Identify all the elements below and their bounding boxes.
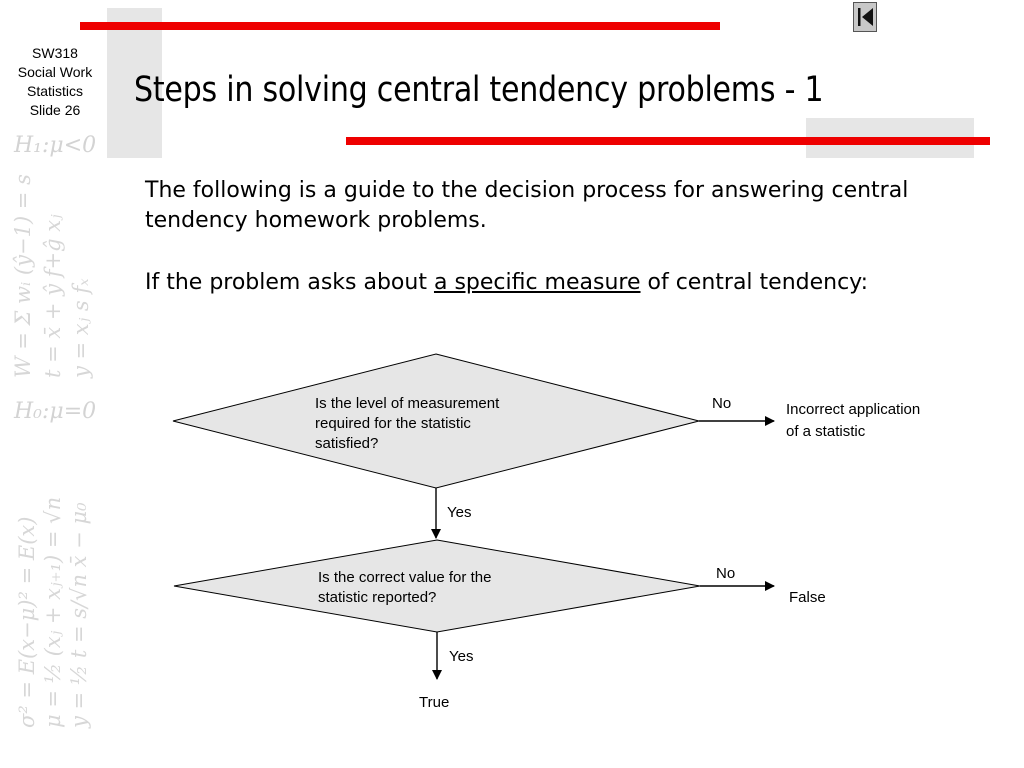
decision-2-line-1: Is the correct value for the bbox=[318, 569, 492, 586]
svg-text:H₀:μ=0: H₀:μ=0 bbox=[14, 399, 97, 424]
program-name: Social Work bbox=[17, 64, 93, 80]
svg-text:μ = ½ (xⱼ + xⱼ₊₁) = √n: μ = ½ (xⱼ + xⱼ₊₁) = √n bbox=[41, 496, 65, 728]
decision-1-yes-label: Yes bbox=[447, 504, 472, 521]
specific-measure-link[interactable]: a specific measure bbox=[433, 270, 641, 295]
decision-1-line-2: required for the statistic bbox=[315, 415, 471, 432]
true-result: True bbox=[419, 694, 450, 711]
subject-name: Statistics bbox=[26, 83, 83, 99]
intro-paragraph: The following is a guide to the decision process for answering central tendency homework problems. bbox=[145, 178, 909, 233]
decision-1-line-3: satisfied? bbox=[315, 435, 379, 452]
svg-text:t = x̄ + ŷ f+ĝ xⱼ: t = x̄ + ŷ f+ĝ xⱼ bbox=[41, 214, 65, 378]
decision-1-no-label: No bbox=[712, 395, 732, 412]
decision-diamond-correct-value bbox=[174, 540, 700, 632]
slide-title: Steps in solving central tendency problems - 1 bbox=[134, 70, 824, 110]
slide-number: Slide 26 bbox=[29, 102, 81, 118]
incorrect-application-line-1: Incorrect application bbox=[786, 401, 921, 418]
svg-text:H₁:μ<0: H₁:μ<0 bbox=[14, 133, 97, 158]
svg-text:W = Σ wᵢ (ŷ−1) = s: W = Σ wᵢ (ŷ−1) = s bbox=[11, 174, 35, 378]
incorrect-application-line-2: of a statistic bbox=[786, 423, 866, 440]
false-result: False bbox=[789, 589, 826, 606]
svg-text:σ² = E(x−μ)² = E(x): σ² = E(x−μ)² = E(x) bbox=[15, 516, 39, 728]
decision-2-no-label: No bbox=[716, 565, 736, 582]
incorrect-application-result bbox=[786, 401, 924, 440]
condition-prefix: If the problem asks about bbox=[145, 270, 434, 295]
course-code: SW318 bbox=[32, 45, 78, 61]
svg-text:y = xⱼ s fₓ: y = xⱼ s fₓ bbox=[69, 278, 93, 378]
decision-1-line-1: Is the level of measurement bbox=[315, 395, 500, 412]
decision-2-line-2: statistic reported? bbox=[318, 589, 437, 606]
svg-text:y = ½ t = s/√n x̄ − μ₀: y = ½ t = s/√n x̄ − μ₀ bbox=[67, 502, 91, 728]
decision-2-yes-label: Yes bbox=[449, 648, 474, 665]
condition-suffix: of central tendency: bbox=[640, 270, 869, 295]
